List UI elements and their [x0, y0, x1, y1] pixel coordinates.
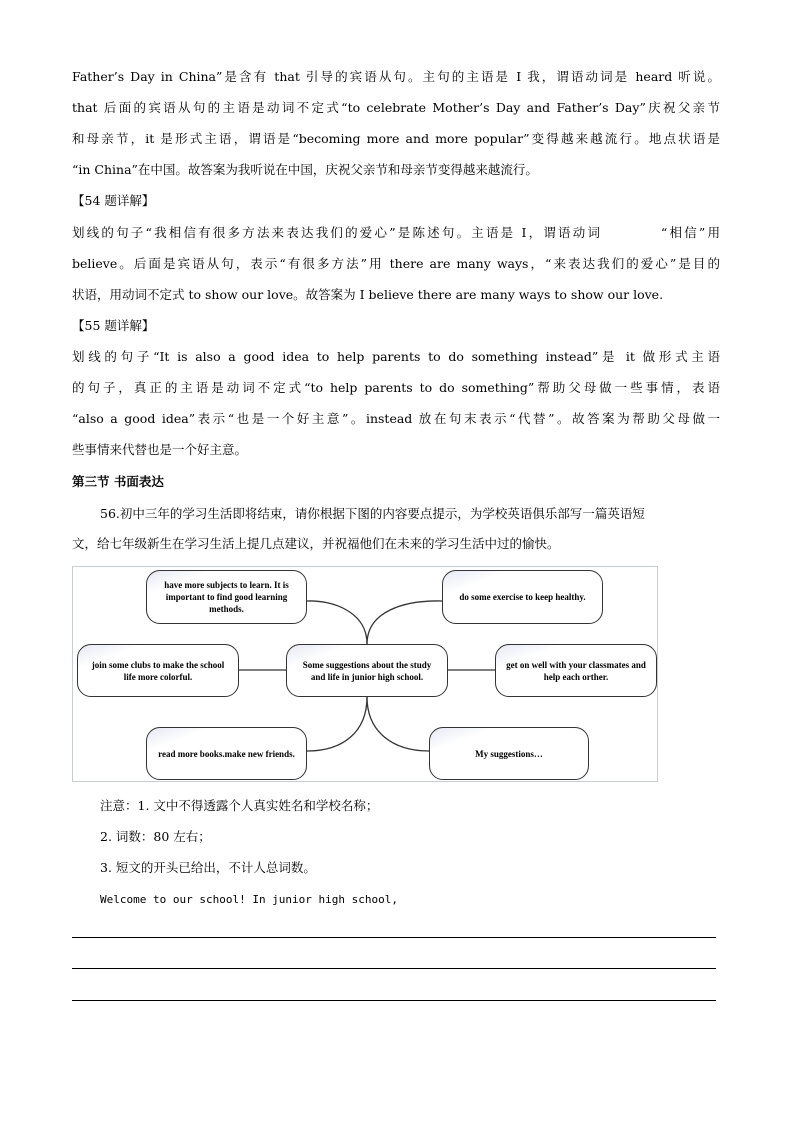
note-line: 注意：1. 文中不得透露个人真实姓名和学校名称；	[100, 798, 379, 813]
node-mid-right: get on well with your classmates and help each orther.	[495, 644, 657, 697]
node-bottom-left: read more books.make new friends.	[146, 727, 307, 780]
node-top-left: have more subjects to learn. It is important to find good learning methods.	[146, 570, 307, 624]
heading-54: 【54 题详解】	[72, 193, 155, 208]
section-title: 第三节 书面表达	[72, 474, 164, 489]
answer-line[interactable]	[72, 968, 716, 969]
text-line: 状语，用动词不定式 to show our love。故答案为 I believe there are many ways to show our love.	[72, 287, 664, 302]
opening-sentence: Welcome to our school! In junior high school,	[100, 893, 399, 906]
text-line: “in China”在中国。故答案为我听说在中国，庆祝父亲节和母亲节变得越来越流行。	[72, 162, 538, 177]
text-line: 56.初中三年的学习生活即将结束，请你根据下图的内容要点提示，为学校英语俱乐部写一篇英语短	[100, 506, 645, 521]
mind-map-diagram	[72, 566, 658, 782]
text-line: 文，给七年级新生在学习生活上提几点建议，并祝福他们在未来的学习生活中过的愉快。	[72, 536, 560, 551]
text-line: believe。后面是宾语从句，表示“有很多方法”用 there are many ways，“来表达我们的爱心”是目的	[72, 256, 720, 271]
text-line: 划线的句子“It is also a good idea to help parents to do something instead”是 it 做形式主语	[72, 349, 720, 364]
node-mid-left: join some clubs to make the school life more colorful.	[77, 644, 239, 697]
node-top-right: do some exercise to keep healthy.	[442, 570, 603, 624]
heading-55: 【55 题详解】	[72, 318, 155, 333]
text-line: 划线的句子“我相信有很多方法来表达我们的爱心”是陈述句。主语是 I，谓语动词 “相信”用	[72, 225, 720, 240]
note-line: 2. 词数：80 左右；	[100, 829, 211, 844]
note-line: 3. 短文的开头已给出，不计人总词数。	[100, 860, 316, 875]
node-center: Some suggestions about the study and life in junior high school.	[286, 644, 448, 697]
text-line: that 后面的宾语从句的主语是动词不定式“to celebrate Mother’s Day and Father’s Day”庆祝父亲节	[72, 100, 720, 115]
text-line: “also a good idea”表示“也是一个好主意”。instead 放在句末表示“代替”。故答案为帮助父母做一	[72, 411, 720, 426]
text-line: 的句子，真正的主语是动词不定式“to help parents to do something”帮助父母做一些事情，表语	[72, 380, 720, 395]
answer-line[interactable]	[72, 1000, 716, 1001]
text-line: 和母亲节，it 是形式主语，谓语是“becoming more and more popular”变得越来越流行。地点状语是	[72, 131, 720, 146]
answer-line[interactable]	[72, 937, 716, 938]
text-line: 些事情来代替也是一个好主意。	[72, 442, 248, 457]
text-line: Father’s Day in China”是含有 that 引导的宾语从句。主句的主语是 I 我，谓语动词是 heard 听说。	[72, 69, 720, 84]
node-bottom-right: My suggestions…	[429, 727, 589, 780]
